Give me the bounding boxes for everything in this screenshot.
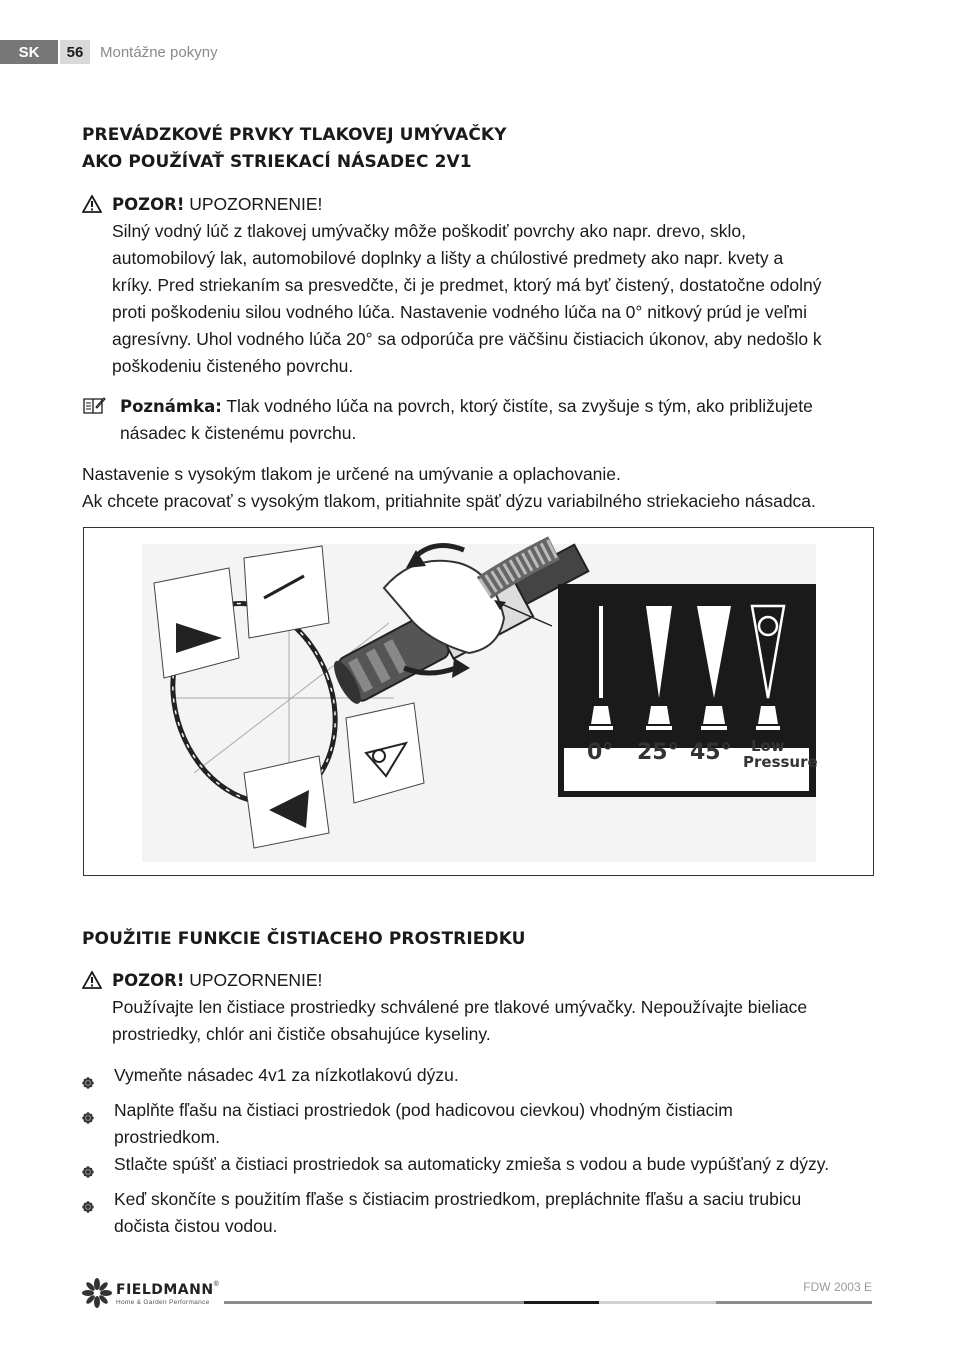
note-text-line: Tlak vodného lúča na povrch, ktorý čistíte, sa zvyšuje s tým, ako približujete bbox=[221, 396, 813, 416]
bullet-flower-icon bbox=[82, 1097, 114, 1132]
list-item-text: Stlačte spúšť a čistiaci prostriedok sa automaticky zmieša s vodou a bude vypúšťaný z dýzy. bbox=[114, 1154, 830, 1174]
nozzle-illustration bbox=[83, 527, 874, 876]
list-item bbox=[82, 1186, 872, 1240]
warning-block-2 bbox=[82, 967, 872, 1048]
nozzle-drawing bbox=[84, 528, 873, 875]
page-header bbox=[0, 40, 218, 64]
list-item-text: Vymeňte násadec 4v1 za nízkotlakovú dýzu. bbox=[114, 1065, 459, 1085]
brand-tagline: Home & Garden Performance bbox=[116, 1298, 210, 1306]
angle-label-0: 0° bbox=[587, 740, 614, 765]
warning-title: UPOZORNENIE! bbox=[184, 970, 323, 990]
warning-text-line: automobilový lak, automobilové doplnky a lišty a chúlostivé predmety ako napr. kvety a bbox=[112, 248, 784, 268]
warning-title: UPOZORNENIE! bbox=[184, 194, 323, 214]
fieldmann-flower-icon bbox=[82, 1278, 112, 1308]
section1-heading bbox=[82, 122, 872, 176]
section1-heading-line2: AKO POUŽÍVAŤ STRIEKACÍ NÁSADEC 2V1 bbox=[82, 152, 472, 172]
trademark-symbol: ® bbox=[213, 1280, 219, 1288]
language-badge: SK bbox=[0, 40, 58, 64]
section2-heading: POUŽITIE FUNKCIE ČISTIACEHO PROSTRIEDKU bbox=[82, 929, 526, 949]
warning-text-line: Používajte len čistiace prostriedky schválené pre tlakové umývačky. Nepoužívajte bieliace bbox=[112, 997, 808, 1017]
brand-name: FIELDMANN bbox=[116, 1281, 214, 1298]
list-item bbox=[82, 1151, 872, 1186]
note-block bbox=[82, 393, 872, 447]
warning-triangle-icon bbox=[82, 967, 112, 997]
body-line: Nastavenie s vysokým tlakom je určené na umývanie a oplachovanie. bbox=[82, 464, 621, 484]
footer-rule bbox=[224, 1301, 524, 1304]
bullet-flower-icon bbox=[82, 1151, 114, 1186]
section1-heading-line1: PREVÁDZKOVÉ PRVKY TLAKOVEJ UMÝVAČKY bbox=[82, 125, 507, 145]
body-line: Ak chcete pracovať s vysokým tlakom, pritiahnite späť dýzu variabilného striekacieho násadca. bbox=[82, 491, 816, 511]
warning-label: POZOR! bbox=[112, 195, 185, 214]
low-pressure-label: Pressure bbox=[743, 753, 818, 771]
list-item-text: Naplňte fľašu na čistiaci prostriedok (pod hadicovou cievkou) vhodným čistiacim bbox=[114, 1100, 733, 1120]
warning-text-line: Silný vodný lúč z tlakovej umývačky môže poškodiť povrchy ako napr. drevo, sklo, bbox=[112, 221, 746, 241]
warning-block-1 bbox=[82, 191, 872, 380]
page-footer bbox=[82, 1278, 872, 1318]
list-item bbox=[82, 1097, 872, 1151]
list-item-text: Keď skončíte s použitím fľaše s čistiacim prostriedkom, prepláchnite fľašu a saciu trubicu bbox=[114, 1189, 802, 1209]
warning-triangle-icon bbox=[82, 191, 112, 221]
note-book-icon bbox=[82, 393, 120, 423]
warning-text-line: prostriedky, chlór ani čističe obsahujúce kyseliny. bbox=[112, 1024, 491, 1044]
header-title: Montážne pokyny bbox=[100, 43, 218, 61]
note-text-line: násadec k čistenému povrchu. bbox=[120, 423, 357, 443]
page-number: 56 bbox=[60, 40, 90, 64]
list-item-text: dočista čistou vodou. bbox=[114, 1216, 278, 1236]
footer-rule bbox=[524, 1301, 599, 1304]
footer-rule bbox=[716, 1301, 872, 1304]
footer-rule bbox=[599, 1301, 716, 1304]
model-number: FDW 2003 E bbox=[803, 1280, 872, 1294]
brand-logo bbox=[82, 1278, 219, 1308]
list-item bbox=[82, 1062, 872, 1097]
body-paragraph bbox=[82, 461, 872, 515]
warning-label: POZOR! bbox=[112, 971, 185, 990]
warning-text-line: kríky. Pred striekaním sa presvedčte, či je predmet, ktorý má byť čistený, dostatočne odolný bbox=[112, 275, 822, 295]
instruction-list bbox=[82, 1062, 872, 1240]
angle-label-25: 25° bbox=[637, 740, 679, 765]
bullet-flower-icon bbox=[82, 1062, 114, 1097]
low-pressure-label: Low bbox=[751, 737, 785, 755]
warning-text-line: poškodeniu čisteného povrchu. bbox=[112, 356, 354, 376]
warning-text-line: proti poškodeniu silou vodného lúča. Nastavenie vodného lúča na 0° nitkový prúd je veľmi bbox=[112, 302, 808, 322]
angle-label-45: 45° bbox=[690, 740, 732, 765]
bullet-flower-icon bbox=[82, 1186, 114, 1221]
warning-text-line: agresívny. Uhol vodného lúča 20° sa odporúča pre väčšinu čistiacich úkonov, aby nedošlo k bbox=[112, 329, 822, 349]
note-label: Poznámka: bbox=[120, 397, 222, 416]
list-item-text: prostriedkom. bbox=[114, 1127, 221, 1147]
